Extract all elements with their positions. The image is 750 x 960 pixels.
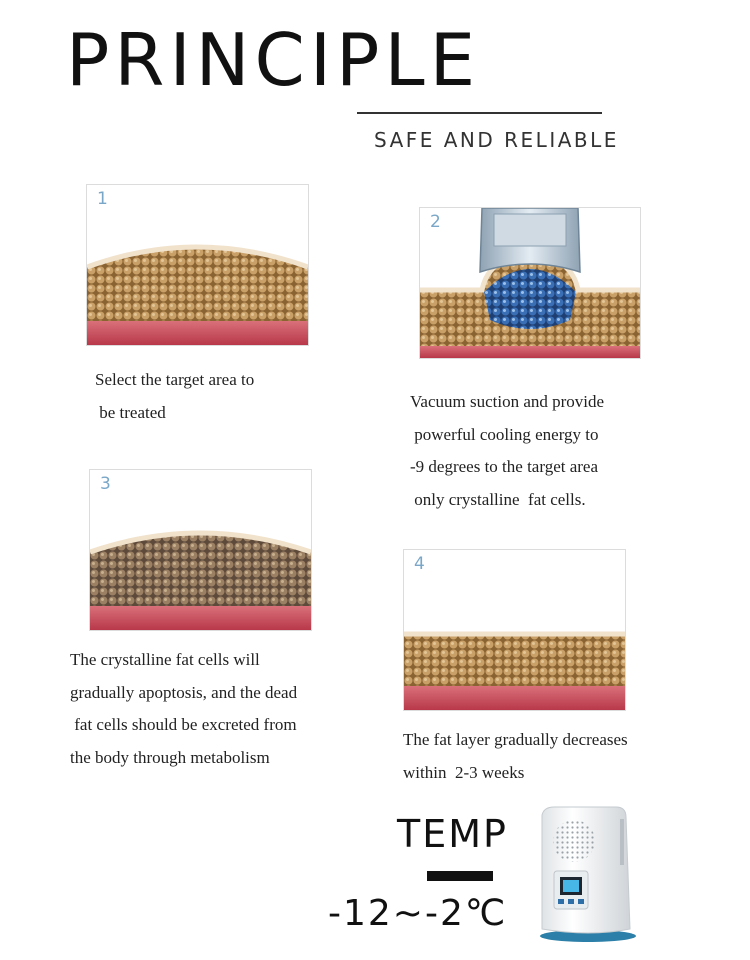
tissue-diagram-bulge: [87, 185, 308, 345]
step-4-illustration: [403, 549, 626, 711]
step-3-caption: The crystalline fat cells will gradually apoptosis, and the dead fat cells should be excreted from the body through metabolism: [70, 650, 298, 767]
step-4-caption: The fat layer gradually decreases within 2-3 weeks: [403, 730, 628, 782]
step-number: 1: [97, 189, 108, 209]
title-divider: [357, 112, 602, 114]
step-number: 2: [430, 212, 441, 232]
page-subtitle: SAFE AND RELIABLE: [374, 128, 619, 152]
tissue-diagram-reduced: [404, 550, 625, 710]
temp-label: TEMP: [397, 812, 508, 856]
step-number: 4: [414, 554, 425, 574]
step-1-illustration: [86, 184, 309, 346]
step-2-caption: Vacuum suction and provide powerful cooling energy to -9 degrees to the target area only crystalline fat cells.: [410, 392, 605, 509]
temp-divider: [427, 871, 493, 881]
step-3-illustration: [89, 469, 312, 631]
step-number: 3: [100, 474, 111, 494]
cryolipolysis-device-illustration: [530, 805, 640, 945]
tissue-diagram-crystallized: [90, 470, 311, 630]
tissue-diagram-applicator: [420, 208, 640, 358]
step-1-caption: Select the target area to be treated: [95, 370, 255, 422]
temp-range: -12~-2℃: [328, 893, 508, 934]
step-2-illustration: [419, 207, 641, 359]
page-title: PRINCIPLE: [66, 18, 481, 102]
